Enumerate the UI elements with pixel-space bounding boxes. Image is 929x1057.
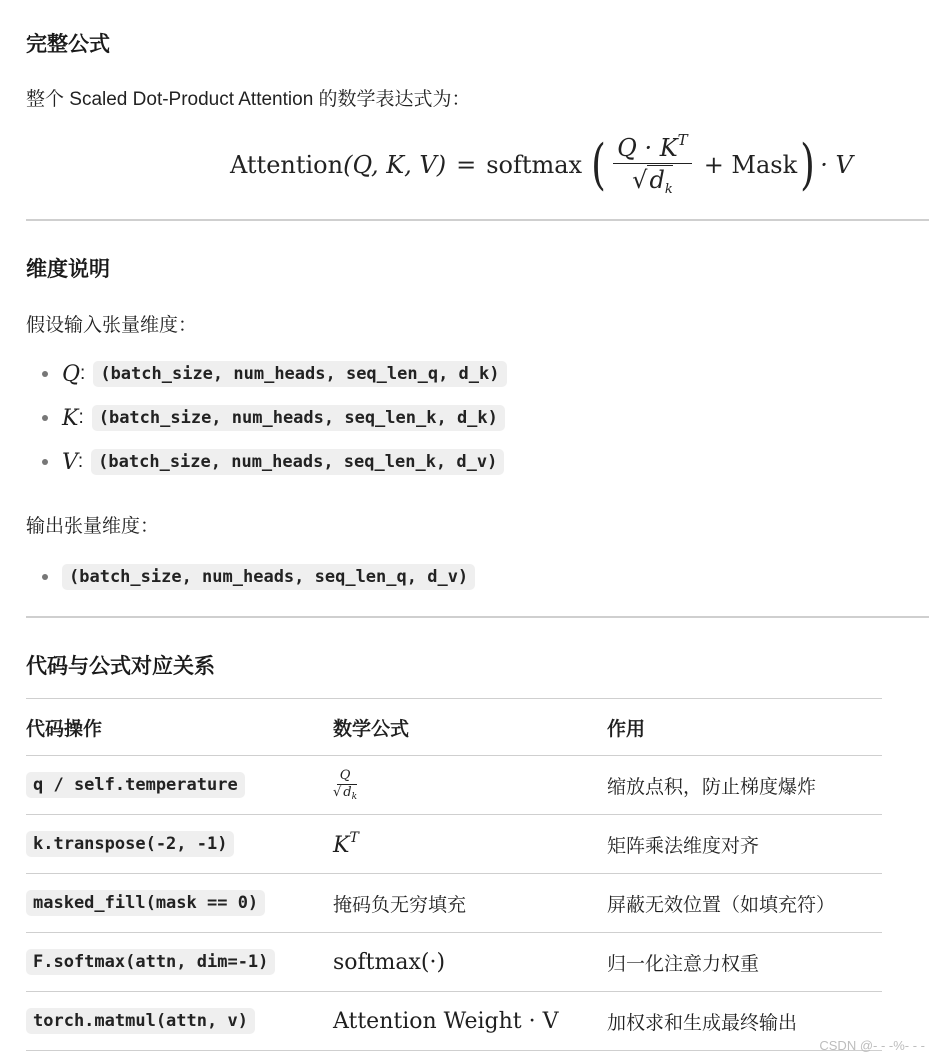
input-label: 假设输入张量维度： — [26, 315, 198, 336]
formula-num: Q · K — [617, 134, 678, 163]
divider — [26, 616, 929, 618]
section-title-dimensions: 维度说明 — [26, 258, 110, 281]
bullet-icon — [42, 574, 48, 580]
watermark: CSDN @- - -%- - - — [819, 1038, 925, 1053]
left-paren: ( — [591, 133, 607, 196]
math-den-sub: k — [351, 791, 358, 802]
code-cell: k.transpose(-2, -1) — [26, 831, 234, 857]
tensor-symbol: K — [62, 405, 79, 431]
header-code: 代码操作 — [26, 699, 333, 756]
bullet-icon — [42, 459, 48, 465]
bullet-icon — [42, 415, 48, 421]
tensor-symbol: V — [62, 449, 78, 475]
right-paren: ) — [800, 133, 816, 196]
sqrt-icon: √ — [632, 166, 648, 194]
mapping-table — [26, 698, 882, 1051]
divider — [26, 219, 929, 221]
list-item: K : (batch_size, num_heads, seq_len_k, d_k) — [26, 405, 505, 431]
purpose-cell: 矩阵乘法维度对齐 — [607, 815, 882, 874]
formula-lhs: Attention — [230, 151, 344, 179]
math-cell: 掩码负无穷填充 — [333, 874, 607, 933]
section-title-formula: 完整公式 — [26, 33, 110, 56]
table-row — [26, 815, 882, 874]
table-row — [26, 992, 882, 1051]
formula-fn: softmax — [486, 151, 583, 179]
sqrt-icon: √ — [333, 784, 342, 800]
output-label: 输出张量维度： — [26, 516, 160, 537]
purpose-cell: 缩放点积，防止梯度爆炸 — [607, 756, 882, 815]
math-num: Q — [337, 768, 354, 785]
math-cell: Attention Weight · V — [333, 992, 607, 1051]
math-cell: softmax(·) — [333, 933, 607, 992]
formula-den-sub: k — [664, 182, 673, 197]
tensor-shape: (batch_size, num_heads, seq_len_k, d_v) — [91, 449, 504, 475]
tensor-shape: (batch_size, num_heads, seq_len_q, d_k) — [93, 361, 506, 387]
purpose-cell: 归一化注意力权重 — [607, 933, 882, 992]
math-sup: T — [349, 830, 359, 846]
formula-intro: 整个 Scaled Dot-Product Attention 的数学表达式为： — [26, 89, 471, 110]
code-cell: masked_fill(mask == 0) — [26, 890, 265, 916]
math-cell — [333, 815, 607, 874]
table-header-row — [26, 699, 882, 756]
output-shape: (batch_size, num_heads, seq_len_q, d_v) — [62, 564, 475, 590]
code-cell: q / self.temperature — [26, 772, 245, 798]
attention-formula — [230, 130, 853, 200]
formula-tail: · V — [820, 151, 853, 179]
math-den: d — [343, 784, 352, 800]
formula-den: d — [649, 166, 665, 194]
math-cell — [333, 756, 607, 815]
tensor-symbol: Q — [62, 361, 81, 387]
purpose-cell: 屏蔽无效位置（如填充符） — [607, 874, 882, 933]
formula-args: (Q, K, V) — [343, 151, 447, 179]
list-item — [26, 564, 475, 590]
tensor-shape: (batch_size, num_heads, seq_len_k, d_k) — [92, 405, 505, 431]
code-cell: F.softmax(attn, dim=-1) — [26, 949, 275, 975]
header-math: 数学公式 — [333, 699, 607, 756]
purpose-cell: 加权求和生成最终输出 — [607, 992, 882, 1051]
bullet-icon — [42, 371, 48, 377]
formula-num-sup: T — [677, 131, 688, 150]
list-item: V : (batch_size, num_heads, seq_len_k, d_v) — [26, 449, 504, 475]
section-title-mapping: 代码与公式对应关系 — [26, 655, 215, 678]
table-row — [26, 756, 882, 815]
formula-fraction — [613, 132, 692, 197]
list-item: Q : (batch_size, num_heads, seq_len_q, d_k) — [26, 361, 507, 387]
code-cell: torch.matmul(attn, v) — [26, 1008, 255, 1034]
table-row — [26, 874, 882, 933]
header-purpose: 作用 — [607, 699, 882, 756]
table-row — [26, 933, 882, 992]
formula-plus: + Mask — [703, 151, 798, 179]
formula-eq: = — [456, 151, 477, 179]
math-text: K — [333, 833, 350, 858]
